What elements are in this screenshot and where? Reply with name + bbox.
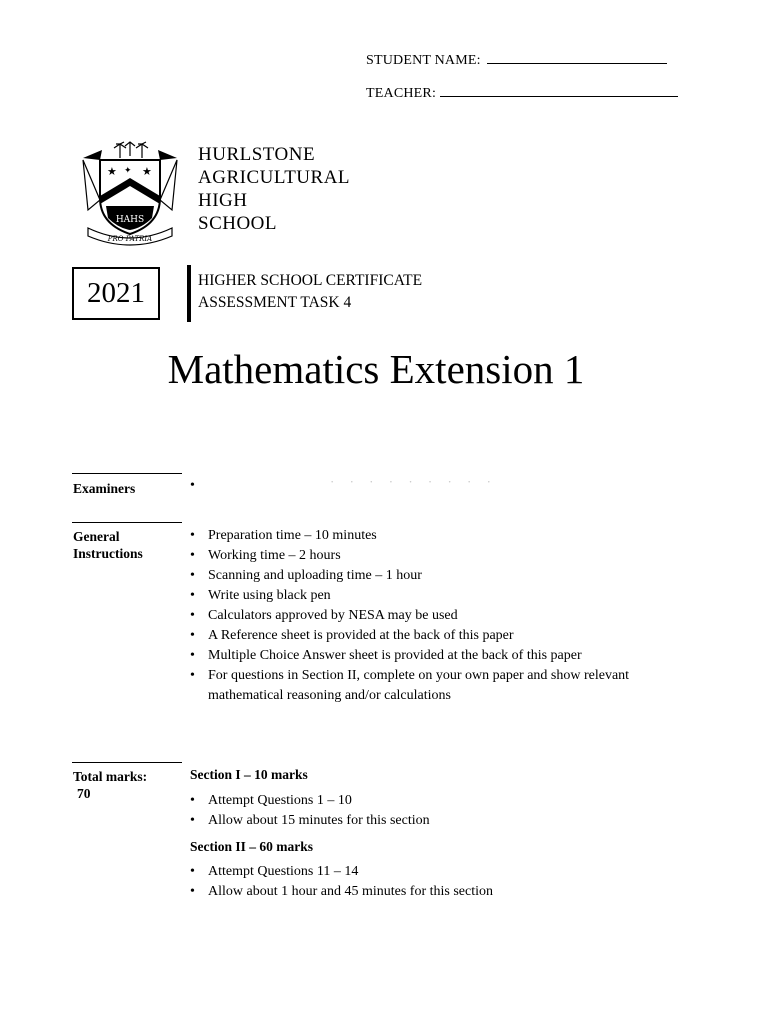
total-marks-value: 70 — [77, 786, 91, 801]
svg-text:★: ★ — [142, 165, 152, 178]
student-name-field — [366, 51, 667, 69]
general-instructions-label — [73, 528, 143, 562]
year-box: 2021 — [72, 267, 160, 320]
list-item: • Attempt Questions 1 – 10 — [190, 791, 690, 811]
school-name-line: SCHOOL — [198, 213, 278, 234]
list-item: • Calculators approved by NESA may be used — [190, 606, 690, 626]
instructions-label-line: Instructions — [73, 546, 143, 561]
certificate-heading — [198, 270, 422, 314]
divider-bar — [187, 265, 191, 322]
list-item: • Allow about 1 hour and 45 minutes for this section — [190, 882, 690, 902]
section1-list — [190, 791, 690, 831]
list-item: • Working time – 2 hours — [190, 546, 690, 566]
student-name-label: STUDENT NAME: — [366, 53, 481, 68]
svg-text:✦: ✦ — [124, 166, 132, 176]
school-name-line: HIGH — [198, 190, 248, 211]
teacher-blank — [440, 84, 678, 97]
task-line: ASSESSMENT TASK 4 — [198, 294, 352, 311]
list-item: • Multiple Choice Answer sheet is provided at the back of this paper — [190, 646, 690, 666]
section-rule — [72, 473, 182, 474]
teacher-field — [366, 84, 678, 102]
section1-heading: Section I – 10 marks — [190, 767, 308, 782]
school-name-line: HURLSTONE — [198, 144, 316, 165]
list-item: • Preparation time – 10 minutes — [190, 526, 690, 546]
school-crest-icon — [80, 140, 180, 246]
svg-text:PRO PATRIA: PRO PATRIA — [107, 235, 153, 243]
teacher-label: TEACHER: — [366, 86, 437, 101]
total-marks-text: Total marks: — [73, 769, 148, 784]
section-rule — [72, 762, 182, 763]
examiners-label: Examiners — [73, 481, 136, 496]
certificate-line: HIGHER SCHOOL CERTIFICATE — [198, 272, 423, 289]
school-name-line: AGRICULTURAL — [198, 167, 351, 188]
redacted-examiners: · · · · · · · · · — [330, 474, 497, 489]
list-item: • Allow about 15 minutes for this section — [190, 811, 690, 831]
svg-text:★: ★ — [107, 165, 117, 178]
school-name — [198, 143, 350, 235]
total-marks-label — [73, 768, 147, 802]
list-item: • Scanning and uploading time – 1 hour — [190, 566, 690, 586]
student-name-blank — [487, 51, 667, 64]
instructions-list — [190, 526, 690, 706]
list-item: • Attempt Questions 11 – 14 — [190, 862, 690, 882]
list-item: • Write using black pen — [190, 586, 690, 606]
section2-list — [190, 862, 690, 902]
page-title: Mathematics Extension 1 — [167, 346, 585, 392]
general-label-line: General — [73, 529, 120, 544]
svg-text:HAHS: HAHS — [115, 215, 145, 225]
section2-heading: Section II – 60 marks — [190, 839, 314, 854]
list-item: • For questions in Section II, complete on your own paper and show relevant mathematical reasoning and/or calculations — [190, 666, 690, 706]
section-rule — [72, 522, 182, 523]
list-item: • A Reference sheet is provided at the back of this paper — [190, 626, 690, 646]
examiners-bullet: • — [190, 478, 195, 493]
